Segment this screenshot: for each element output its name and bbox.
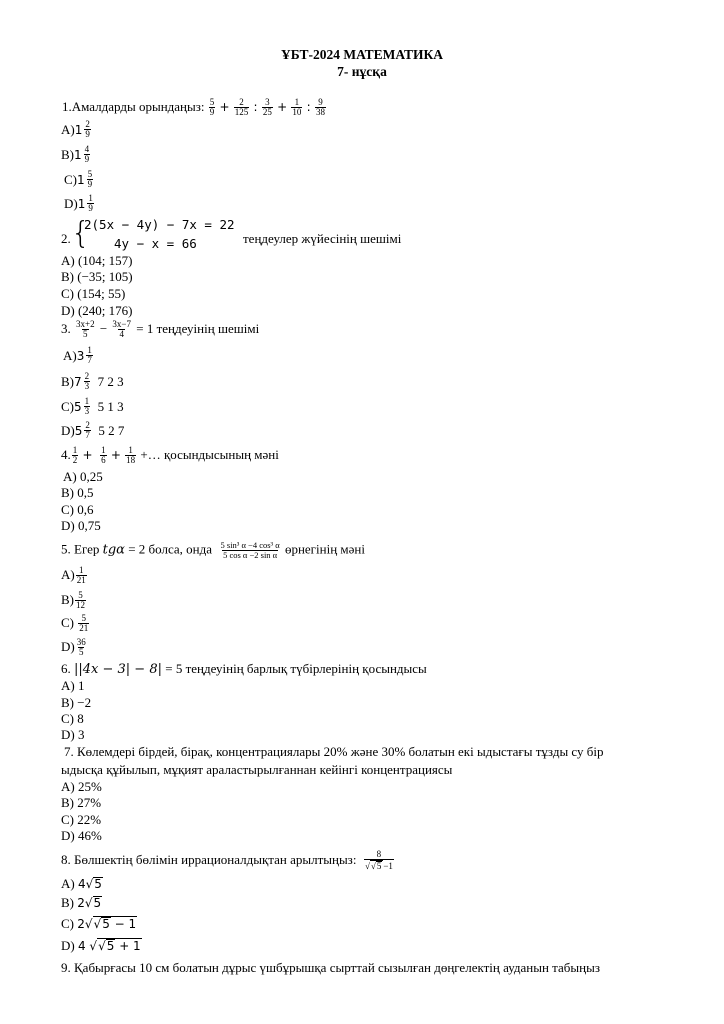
question-3-text: = 1 теңдеуінің шешімі <box>136 320 260 336</box>
question-8 <box>61 850 395 872</box>
q5-option-d: D) $\frac{36}{5}$ <box>61 637 86 658</box>
question-4-text: +… қосындысының мәні <box>140 446 279 462</box>
q1-option-a: A) 1 $\frac{2}{9}$ <box>61 119 90 140</box>
q3-fraction-2: $\frac{3x-7}{4}$ <box>112 319 131 340</box>
variant-label: 7- нұсқа <box>337 64 387 79</box>
q4-option-d: D) 0,75 <box>61 518 101 533</box>
q1-fraction-1: $\frac{5}{9}$ <box>209 97 215 118</box>
question-2-number: 2. <box>61 231 71 246</box>
q3-option-b: B) 7 $\frac{2}{3}$ 7 2 3 <box>61 371 124 392</box>
q3-option-a: A) 3 $\frac{1}{7}$ <box>63 345 92 366</box>
q7-option-a: A) 25% <box>61 779 102 794</box>
question-6: 6. ||4x − 3| − 8| = 5 теңдеуінің барлық түбірлерінің қосындысы <box>61 661 427 677</box>
question-7-line-1: 7. Көлемдері бірдей, бірақ, концентрациялары 20% және 30% болатын екі ыдыстағы тұзды су бір <box>64 744 604 759</box>
q1-option-d: D) 1 $\frac{1}{9}$ <box>64 193 93 214</box>
question-5: 5. Егер tgα = 2 болса, онда $\frac{\text{5 sin³ α −4 cos³ α}}{\text{5 cos α −2 sin α}}$ өрнегінің мәні <box>61 540 365 560</box>
q4-option-c: C) 0,6 <box>61 502 94 517</box>
question-2-text: теңдеулер жүйесінің шешімі <box>243 231 402 246</box>
q1-fraction-3: $\frac{3}{25}$ <box>262 97 272 118</box>
q7-option-d: D) 46% <box>61 828 102 843</box>
q1-option-b: B) 1 $\frac{4}{9}$ <box>61 144 90 165</box>
q1-fraction-5: $\frac{9}{38}$ <box>315 97 325 118</box>
q8-option-c: C) 2√√5 − 1 <box>61 916 137 931</box>
question-9: 9. Қабырғасы 10 см болатын дұрыс үшбұрышқа сырттай сызылған дөңгелектің ауданын табыңыз <box>61 960 600 975</box>
q3-fraction-1: $\frac{3x+2}{5}$ <box>76 319 95 340</box>
question-7-line-2: ыдысқа құйылып, мұқият араластырылғаннан кейінгі концентрациясы <box>61 762 453 777</box>
q7-option-c: C) 22% <box>61 812 102 827</box>
q8-fraction: $\frac{8}{√√5 -1}$ <box>364 849 393 872</box>
q6-expression: ||4x − 3| − 8| <box>74 662 162 677</box>
question-1: 1.Амалдарды орындаңыз: $\frac{5}{9}$ + $\frac{2}{125}$ : $\frac{3}{25}$ + $\frac{1}{10}$ : $\frac{9}{38}$ <box>62 97 325 118</box>
q1-fraction-4: $\frac{1}{10}$ <box>292 97 302 118</box>
question-8-text: 8. Бөлшектің бөлімін иррационалдықтан арылтыңыз: <box>61 852 357 868</box>
q8-option-b: B) 2√5 <box>61 895 102 910</box>
exam-title: ҰБТ-2024 МАТЕМАТИКА <box>280 47 444 62</box>
q6-option-c: C) 8 <box>61 711 84 726</box>
q6-option-d: D) 3 <box>61 727 85 742</box>
question-4: 4. $\frac{1}{2}$ + $\frac{1}{6}$ + $\frac{1}{18}$ +… қосындысының мәні <box>61 445 279 466</box>
q5-option-c: C) $\frac{5}{21}$ <box>61 613 89 634</box>
q6-option-b: B) −2 <box>61 695 92 710</box>
q1-option-c: C) 1 $\frac{5}{9}$ <box>64 169 93 190</box>
q8-option-d: D) 4 √√5 + 1 <box>61 938 141 953</box>
q5-expression: $\frac{\text{5 sin³ α −4 cos³ α}}{\text{5 cos α −2 sin α}}$ <box>220 540 280 560</box>
q2-equation-2: 4y − x = 66 <box>114 236 197 251</box>
q6-option-a: A) 1 <box>61 678 85 693</box>
q8-option-a: A) 4√5 <box>61 876 102 891</box>
question-3: 3. $\frac{3x+2}{5}$ − $\frac{3x-7}{4}$ = 1 теңдеуінің шешімі <box>61 319 260 340</box>
q4-option-b: B) 0,5 <box>61 485 94 500</box>
q4-option-a: A) 0,25 <box>63 469 103 484</box>
q2-option-a: A) (104; 157) <box>61 253 133 268</box>
question-1-text: 1.Амалдарды орындаңыз: <box>62 98 205 114</box>
system-brace: { <box>71 216 91 251</box>
q3-option-c: C) 5 $\frac{1}{3}$ 5 1 3 <box>61 396 124 417</box>
q2-option-b: B) (−35; 105) <box>61 269 133 284</box>
q3-option-d: D) 5 $\frac{2}{7}$ 5 2 7 <box>61 420 125 441</box>
q5-option-b: B) $\frac{5}{12}$ <box>61 590 85 611</box>
q5-option-a: A) $\frac{1}{21}$ <box>61 565 86 586</box>
q7-option-b: B) 27% <box>61 795 102 810</box>
q2-option-d: D) (240; 176) <box>61 303 133 318</box>
q1-fraction-2: $\frac{2}{125}$ <box>234 97 249 118</box>
question-5-text: өрнегінің мәні <box>284 541 365 557</box>
question-6-text: = 5 теңдеуінің барлық түбірлерінің қосындысы <box>165 661 427 676</box>
q2-option-c: C) (154; 55) <box>61 286 126 301</box>
q2-equation-1: 2(5x − 4y) − 7x = 22 <box>84 217 235 232</box>
